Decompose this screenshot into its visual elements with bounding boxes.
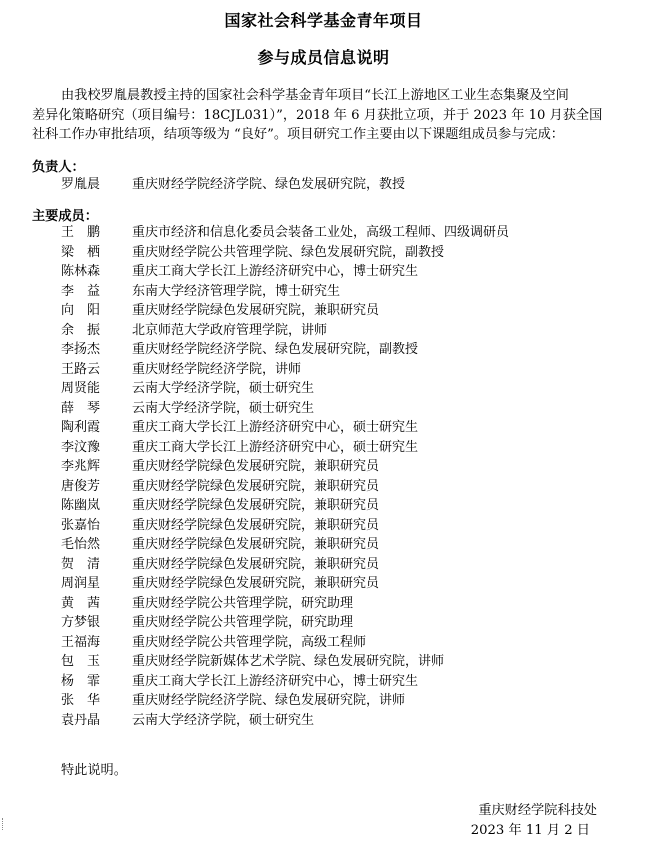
- member-affiliation: 重庆财经学院公共管理学院，高级工程师: [132, 634, 367, 650]
- member-row: [61, 379, 509, 399]
- member-affiliation: 云南大学经济学院，硕士研究生: [132, 712, 315, 728]
- member-name: 余 振: [61, 322, 101, 338]
- document-subtitle: 参与成员信息说明: [257, 48, 390, 67]
- member-row: [61, 340, 509, 360]
- member-name: 杨 霏: [61, 673, 101, 689]
- member-row: [61, 633, 509, 653]
- member-name: 王路云: [61, 361, 101, 377]
- member-affiliation: 重庆市经济和信息化委员会装备工业处，高级工程师、四级调研员: [132, 225, 510, 240]
- member-affiliation: 重庆财经学院绿色发展研究院，兼职研究员: [132, 303, 380, 318]
- member-name: 陈林森: [61, 264, 101, 279]
- member-name: 李 益: [61, 283, 101, 299]
- member-affiliation: 重庆财经学院公共管理学院、绿色发展研究院，副教授: [132, 244, 445, 260]
- member-affiliation: 重庆财经学院绿色发展研究院，兼职研究员: [132, 517, 380, 533]
- leader-affiliation: 重庆财经学院经济学院、绿色发展研究院，教授: [132, 177, 406, 192]
- sign-date: 2023 年 11 月 2 日: [470, 823, 590, 838]
- member-row: [61, 691, 509, 711]
- member-name: 贺 清: [61, 556, 101, 572]
- member-row: [61, 477, 509, 497]
- member-row: [61, 594, 509, 614]
- leader-row: [61, 175, 405, 195]
- member-name: 周贤能: [61, 381, 101, 396]
- member-name: 毛怡然: [61, 537, 101, 552]
- intro-paragraph: [32, 86, 610, 145]
- member-name: 周润星: [61, 576, 101, 591]
- member-affiliation: 重庆工商大学长江上游经济研究中心，博士研究生: [132, 264, 419, 279]
- member-row: [61, 321, 509, 341]
- member-row: [61, 672, 509, 692]
- member-affiliation: 重庆财经学院绿色发展研究院，兼职研究员: [132, 459, 380, 474]
- member-row: [61, 399, 509, 419]
- member-affiliation: 重庆工商大学长江上游经济研究中心，博士研究生: [132, 673, 419, 689]
- member-affiliation: 重庆财经学院公共管理学院，研究助理: [132, 595, 354, 611]
- member-row: [61, 457, 509, 477]
- member-row: [61, 282, 509, 302]
- intro-line: 社科工作办审批结项，结项等级为 “良好”。项目研究工作主要由以下课题组成员参与完成：: [32, 127, 564, 142]
- member-affiliation: 重庆财经学院绿色发展研究院，兼职研究员: [132, 478, 380, 494]
- member-row: [61, 418, 509, 438]
- member-affiliation: 重庆工商大学长江上游经济研究中心，硕士研究生: [132, 439, 419, 455]
- member-affiliation: 重庆财经学院经济学院、绿色发展研究院，副教授: [132, 342, 419, 357]
- members-heading: 主要成员：: [32, 209, 98, 224]
- member-name: 方梦银: [61, 615, 101, 630]
- member-name: 王福海: [61, 634, 101, 650]
- member-affiliation: 重庆财经学院新媒体艺术学院、绿色发展研究院，讲师: [132, 654, 445, 669]
- member-name: 包 玉: [61, 654, 101, 669]
- member-row: [61, 301, 509, 321]
- member-row: [61, 555, 509, 575]
- member-name: 梁 栖: [61, 244, 101, 260]
- member-name: 袁丹晶: [61, 712, 101, 728]
- member-row: [61, 711, 509, 731]
- intro-line: 由我校罗胤晨教授主持的国家社会科学基金青年项目“长江上游地区工业生态集聚及空间: [61, 88, 569, 103]
- member-name: 王 鹏: [61, 225, 101, 240]
- member-row: [61, 262, 509, 282]
- member-affiliation: 云南大学经济学院，硕士研究生: [132, 381, 315, 396]
- member-row: [61, 574, 509, 594]
- member-affiliation: 重庆工商大学长江上游经济研究中心，硕士研究生: [132, 420, 419, 435]
- document-title: 国家社会科学基金青年项目: [224, 11, 423, 30]
- member-affiliation: 重庆财经学院经济学院，讲师: [132, 361, 302, 377]
- signer: 重庆财经学院科技处: [478, 803, 597, 818]
- member-name: 黄 茜: [61, 595, 101, 611]
- member-affiliation: 重庆财经学院绿色发展研究院，兼职研究员: [132, 498, 380, 513]
- member-row: [61, 613, 509, 633]
- leader-name: 罗胤晨: [61, 177, 101, 192]
- member-row: [61, 652, 509, 672]
- member-affiliation: 北京师范大学政府管理学院，讲师: [132, 322, 328, 338]
- member-name: 李汶豫: [61, 439, 101, 455]
- members-list: [0, 223, 510, 730]
- page-edge-mark: [2, 818, 4, 830]
- member-name: 唐俊芳: [61, 478, 101, 494]
- member-row: [61, 360, 509, 380]
- member-row: [61, 535, 509, 555]
- member-affiliation: 东南大学经济管理学院，博士研究生: [132, 283, 341, 299]
- member-affiliation: 重庆财经学院公共管理学院，研究助理: [132, 615, 354, 630]
- member-affiliation: 云南大学经济学院，硕士研究生: [132, 400, 315, 416]
- closing-remark: 特此说明。: [61, 763, 127, 778]
- member-name: 陈幽岚: [61, 498, 101, 513]
- member-name: 薛 琴: [61, 400, 101, 416]
- leader-heading: 负责人：: [32, 160, 85, 175]
- member-row: [61, 438, 509, 458]
- member-affiliation: 重庆财经学院绿色发展研究院，兼职研究员: [132, 576, 380, 591]
- member-row: [61, 496, 509, 516]
- member-name: 陶利霞: [61, 420, 101, 435]
- member-row: [61, 516, 509, 536]
- member-name: 张 华: [61, 693, 101, 708]
- member-affiliation: 重庆财经学院经济学院、绿色发展研究院，讲师: [132, 693, 406, 708]
- member-name: 张嘉怡: [61, 517, 101, 533]
- member-name: 向 阳: [61, 303, 101, 318]
- member-affiliation: 重庆财经学院绿色发展研究院，兼职研究员: [132, 556, 380, 572]
- member-name: 李扬杰: [61, 342, 101, 357]
- member-name: 李兆辉: [61, 459, 101, 474]
- member-row: [61, 243, 509, 263]
- member-affiliation: 重庆财经学院绿色发展研究院，兼职研究员: [132, 537, 380, 552]
- intro-line: 差异化策略研究（项目编号：18CJL031）”，2018 年 6 月获批立项，并于 2023 年 10 月获全国: [32, 107, 603, 123]
- member-row: [61, 223, 509, 243]
